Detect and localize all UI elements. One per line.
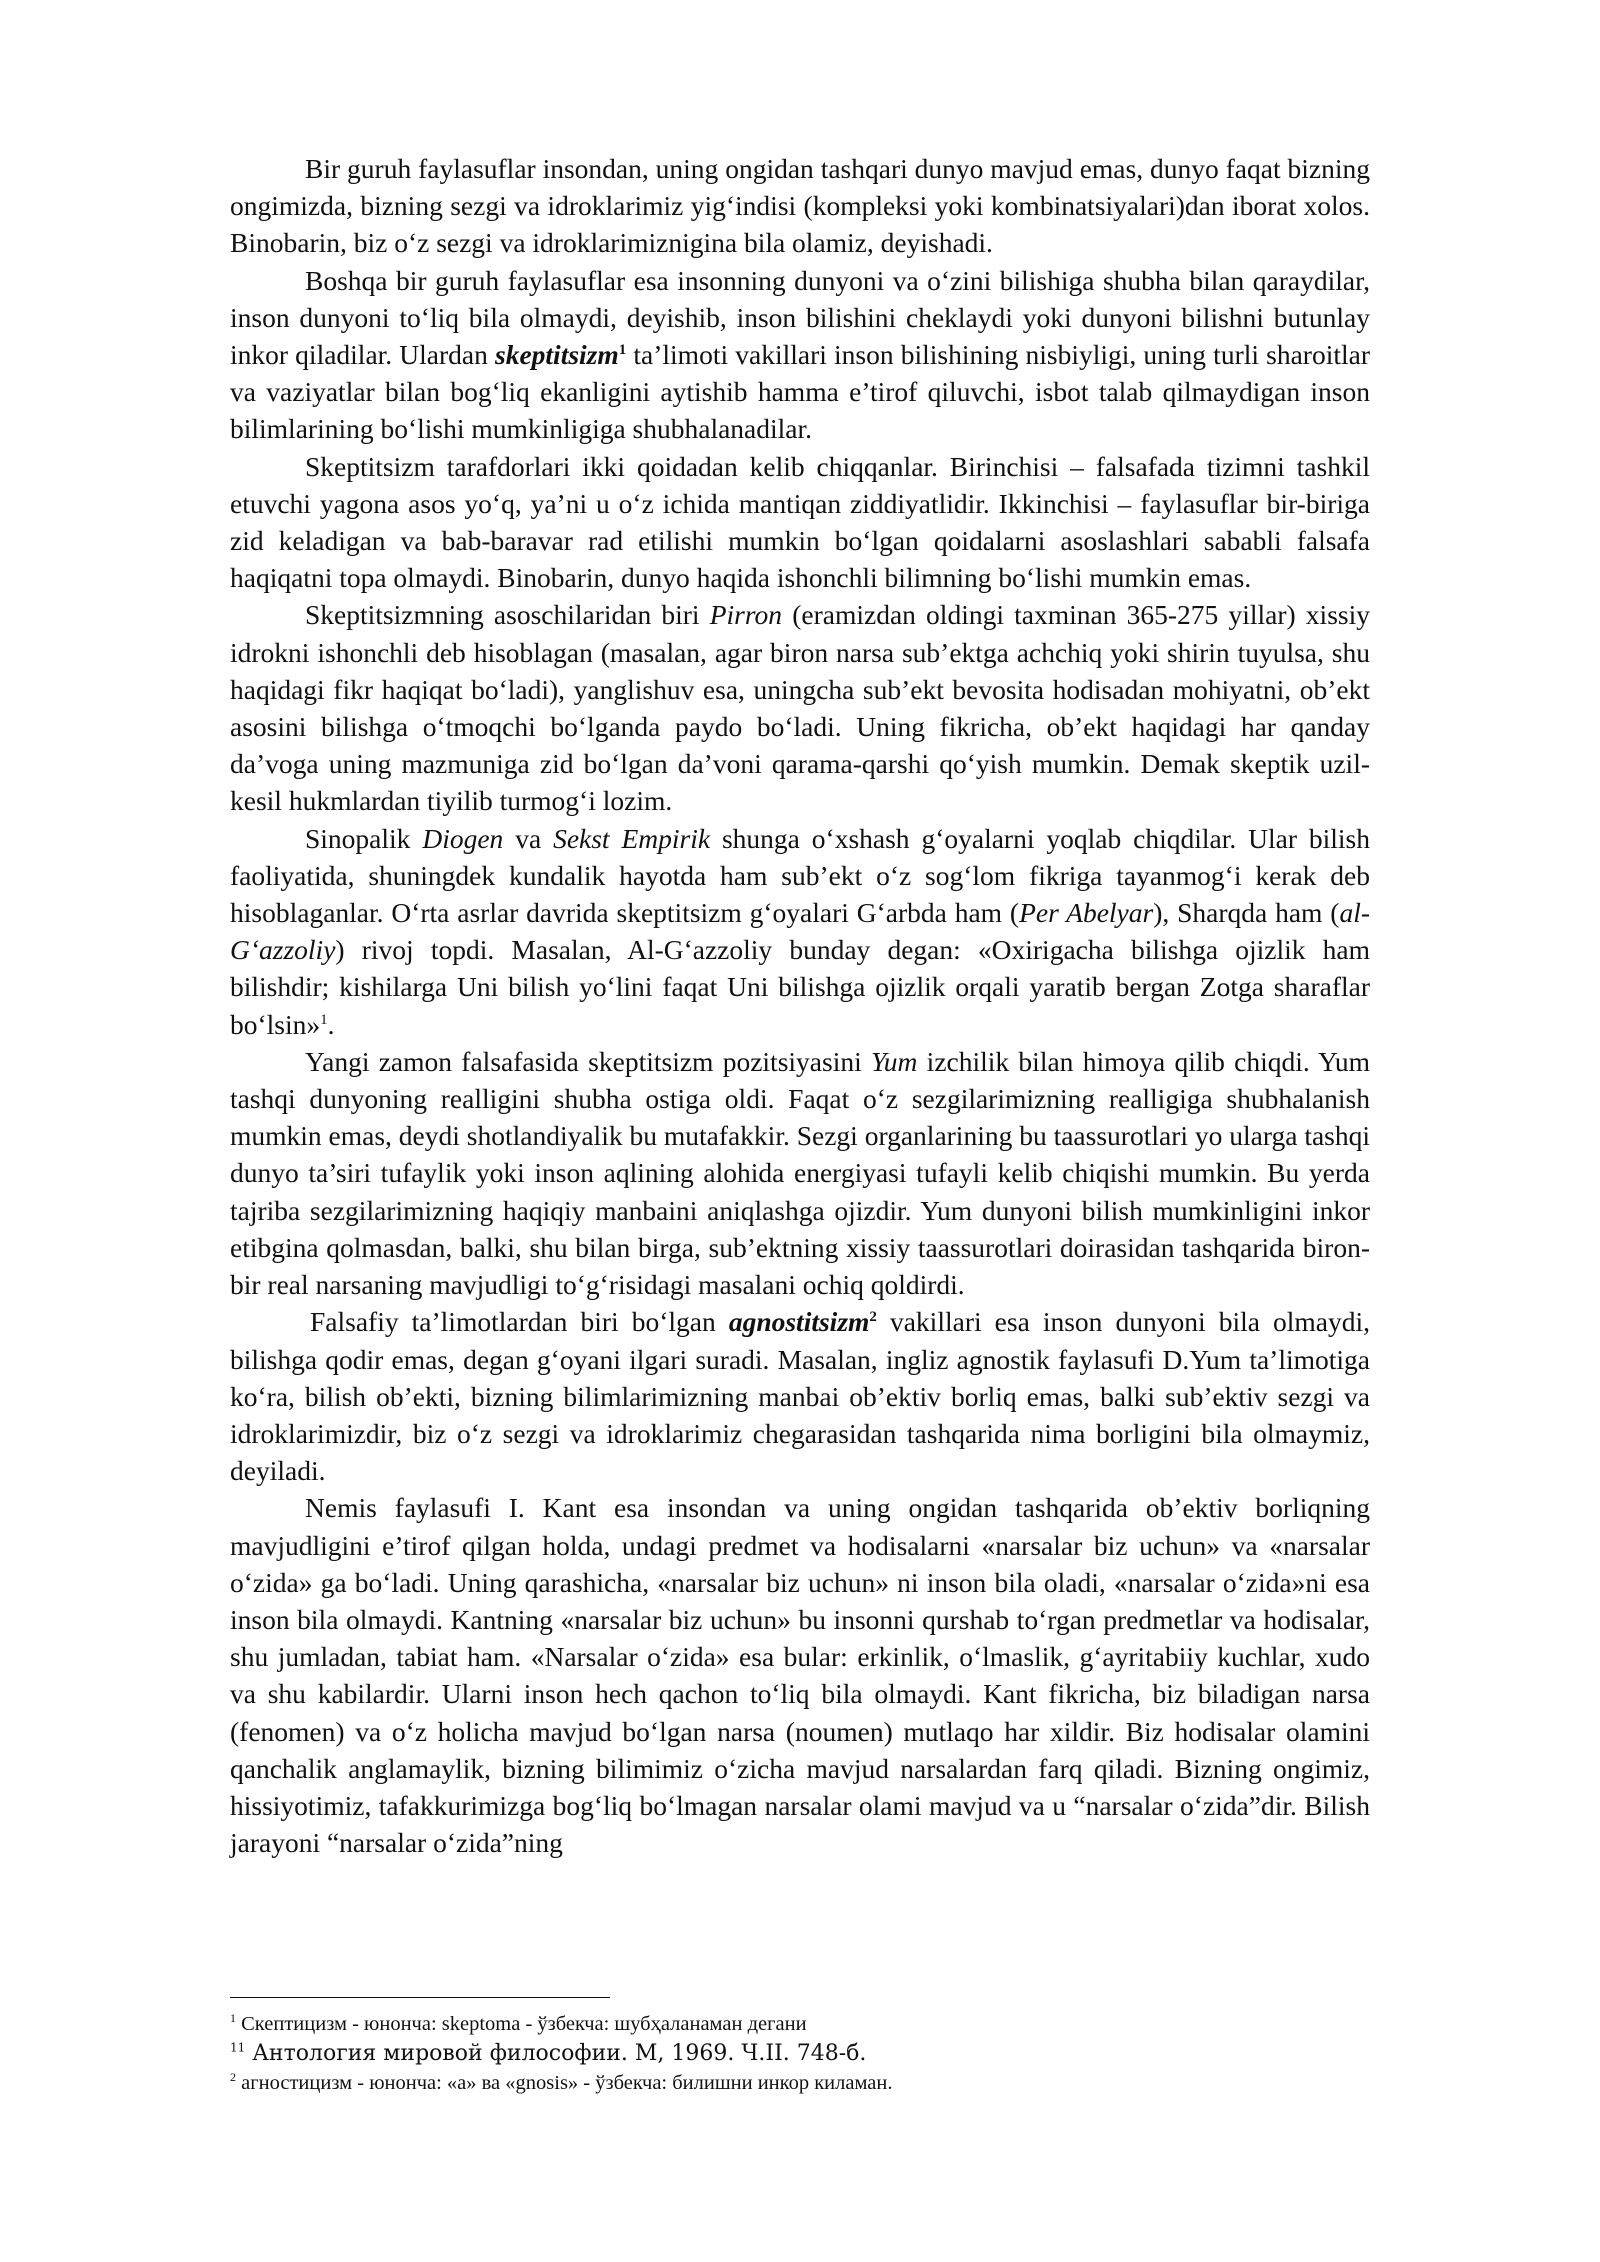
- name-al-gazzoliy: al-G‘azzoliy: [230, 897, 1371, 966]
- paragraph-5: Sinopalik Diogen va Sekst Empirik shunga o‘xshash g‘oyalarni yoqlab chiqdilar. Ular bilish faoliyatida, shuningdek kundalik hayotda ham sub’ekt o‘z sog‘lom fikriga tayanmog‘i kerak deb hisoblaganlar. O‘rta asrlar davrida skeptitsizm g‘oyalari G‘arbda ham (Per Abelyar), Sharqda ham (al-G‘azzoliy) rivoj topdi. Masalan, Al-G‘azzoliy bunday degan: «Oxirigacha bilishga ojizlik ham bilishdir; kishilarga Uni bilish yo‘lini faqat Uni bilishga ojizlik orqali yaratib bergan Zotga sharaflar bo‘lsin»$^1$.: [230, 822, 1371, 1040]
- paragraph-6: Yangi zamon falsafasida skeptitsizm pozitsiyasini Yum izchilik bilan himoya qilib chiqdi. Yum tashqi dunyoning realligini shubha ostiga oldi. Faqat o‘z sezgilarimizning realligiga shubhalanish mumkin emas, deydi shotlandiyalik bu mutafakkir. Sezgi organlarining bu taassurotlari yo ularga tashqi dunyo ta’siri tufaylik yoki inson aqlining alohida energiyasi tufayli kelib chiqishi mumkin. Bu yerda tajriba sezgilarimizning haqiqiy manbaini aniqlashga ojizdir. Yum dunyoni bilish mumkinligini inkor etibgina qolmasdan, balki, shu bilan birga, sub’ektning xissiy taassurotlari doirasidan tashqarida biron-bir real narsaning mavjudligi to‘g‘risidagi masalani ochiq qoldirdi.: [230, 1045, 1371, 1301]
- footnote-separator: [230, 1997, 610, 1998]
- footnote-ref: 2: [869, 1309, 877, 1326]
- term-skeptitsizm: skeptitsizm: [495, 339, 619, 371]
- name-per-abelyar: Per Abelyar: [1019, 897, 1154, 929]
- paragraph-1: Bir guruh faylasuflar insondan, uning ongidan tashqari dunyo mavjud emas, dunyo faqat bizning ongimizda, bizning sezgi va idroklarimiz yig‘indisi (kompleksi yoki kombinatsiyalari)dan iborat xolos. Binobarin, biz o‘z sezgi va idroklarimiznigina bila olamiz, deyishadi.: [230, 153, 1370, 259]
- paragraph-7: Falsafiy ta’limotlardan biri bo‘lgan agnostitsizm$^2$ vakillari esa inson dunyoni bila olmaydi, bilishga qodir emas, degan g‘oyani ilgari suradi. Masalan, ingliz agnostik faylasufi D.Yum ta’limotiga ko‘ra, bilish ob’ekti, bizning bilimlarimizning manbai ob’ektiv borliq emas, balki sub’ektiv sezgi va idroklarimizdir, biz o‘z sezgi va idroklarimiz chegarasidan tashqarida nima borligini bila olmaymiz, deyiladi.: [230, 1306, 1370, 1487]
- footnote-2: $^2$ агностицизм - юнонча: «а» ва «gnosis» - ўзбекча: билишни инкор киламан.: [230, 2070, 893, 2094]
- footnote-1: $^1$ Скептицизм - юнонча: skeptoma - ўзбекча: шубҳаланаман дегани: [230, 2011, 807, 2035]
- name-yum: Yum: [871, 1045, 918, 1077]
- paragraph-8: Nemis faylasufi I. Kant esa insondan va uning ongidan tashqarida ob’ektiv borliqning mavjudligini e’tirof qilgan holda, undagi predmet va hodisalarni «narsalar biz uchun» va «narsalar o‘zida» ga bo‘ladi. Uning qarashicha, «narsalar biz uchun» ni inson bila oladi, «narsalar o‘zida»ni esa inson bila olmaydi. Kantning «narsalar biz uchun» bu insonni qurshab to‘rgan predmetlar va hodisalar, shu jumladan, tabiat ham. «Narsalar o‘zida» esa bular: erkinlik, o‘lmaslik, g‘ayritabiiy kuchlar, xudo va shu kabilardir. Ularni inson hech qachon to‘liq bila olmaydi. Kant fikricha, biz biladigan narsa (fenomen) va o‘z holicha mavjud bo‘lgan narsa (noumen) mutlaqo har xildir. Biz hodisalar olamini qanchalik anglamaylik, bizning bilimimiz o‘zicha mavjud narsalardan farq qiladi. Bizning ongimiz, hissiyotimiz, tafakkurimizga bog‘liq bo‘lmagan narsalar olami mavjud va u “narsalar o‘zida”dir. Bilish jarayoni “narsalar o‘zida”ning: [230, 1492, 1370, 1859]
- footnote-ref: 1: [320, 1011, 328, 1028]
- name-sekst-empirik: Sekst Empirik: [553, 822, 711, 854]
- paragraph-4: Skeptitsizmning asoschilaridan biri Pirron (eramizdan oldingi taxminan 365-275 yillar) xissiy idrokni ishonchli deb hisoblagan (masalan, agar biron narsa sub’ektga achchiq yoki shirin tuyulsa, shu haqidagi fikr haqiqat bo‘ladi), yanglishuv esa, uningcha sub’ekt bevosita hodisadan mohiyatni, ob’ekt asosini bilishga o‘tmoqchi bo‘lganda paydo bo‘ladi. Uning fikricha, ob’ekt haqidagi har qanday da’voga uning mazmuniga zid bo‘lgan da’voni qarama-qarshi qo‘yish mumkin. Demak skeptik uzil-kesil hukmlardan tiyilib turmog‘i lozim.: [230, 599, 1370, 817]
- paragraph-3: Skeptitsizm tarafdorlari ikki qoidadan kelib chiqqanlar. Birinchisi – falsafada tizimni tashkil etuvchi yagona asos yo‘q, ya’ni u o‘z ichida mantiqan ziddiyatlidir. Ikkinchisi – faylasuflar bir-biriga zid keladigan va bab-baravar rad etilishi mumkin bo‘lgan qoidalarni asoslashlari sababli falsafa haqiqatni topa olmaydi. Binobarin, dunyo haqida ishonchli bilimning bo‘lishi mumkin emas.: [230, 450, 1370, 594]
- paragraph-2: Boshqa bir guruh faylasuflar esa insonning dunyoni va o‘zini bilishiga shubha bilan qaraydilar, inson dunyoni to‘liq bila olmaydi, deyishib, inson bilishini cheklaydi yoki dunyoni bilishni butunlay inkor qiladilar. Ulardan skeptitsizm$^1$ ta’limoti vakillari inson bilishining nisbiyligi, uning turli sharoitlar va vaziyatlar bilan bog‘liq ekanligini aytishib hamma e’tirof qiluvchi, isbot talab qilmaydigan inson bilimlarining bo‘lishi mumkinligiga shubhalanadilar.: [230, 264, 1370, 445]
- footnotes: [230, 1997, 1370, 2098]
- footnote-ref: 1: [618, 341, 627, 358]
- term-agnostitsizm: agnostitsizm: [728, 1306, 870, 1338]
- name-pirron: Pirron: [709, 599, 783, 631]
- document-body: [230, 150, 1370, 1861]
- footnote-11: $^{11}$ Антология мировой философии. М, 1969. Ч.II. 748-б.: [230, 2040, 867, 2066]
- name-diogen: Diogen: [422, 822, 504, 854]
